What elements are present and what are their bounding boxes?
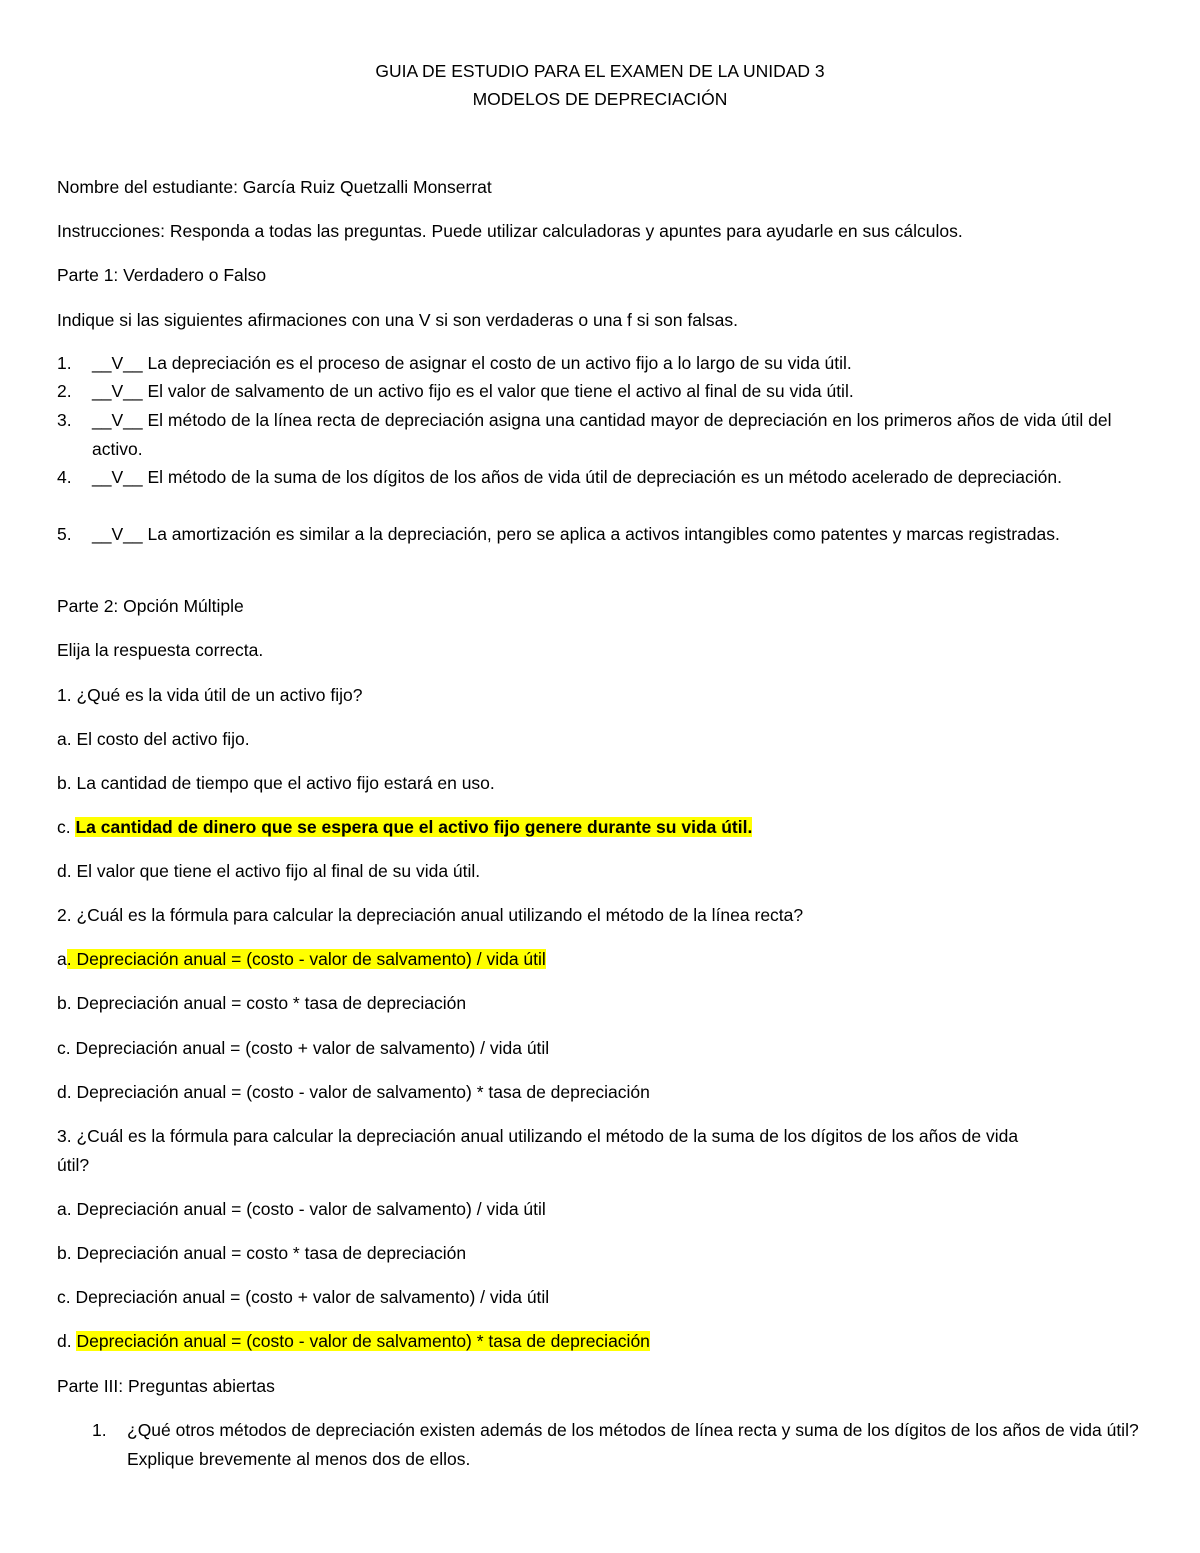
tf-item-text: __V__ El método de la suma de los dígitos de los años de vida útil de depreciación es un método acelerado de depreciación. — [92, 467, 1062, 487]
part2-prompt: Elija la respuesta correcta. — [57, 640, 264, 660]
tf-item-number: 5. — [57, 524, 72, 544]
q2-question: 2. ¿Cuál es la fórmula para calcular la depreciación anual utilizando el método de la línea recta? — [57, 905, 804, 925]
q3-question-line1: 3. ¿Cuál es la fórmula para calcular la depreciación anual utilizando el método de la suma de los dígitos de los años de vida — [57, 1126, 1019, 1146]
q3-question-line2: útil? — [57, 1155, 90, 1175]
open-question-text: ¿Qué otros métodos de depreciación existen además de los métodos de línea recta y suma de los dígitos de los años de vida útil? Explique brevemente al menos dos de ellos. — [127, 1420, 1139, 1469]
part3-title: Parte III: Preguntas abiertas — [57, 1376, 275, 1396]
tf-item-number: 3. — [57, 410, 72, 430]
tf-item-number: 2. — [57, 381, 72, 401]
open-question-number: 1. — [92, 1420, 107, 1440]
doc-subtitle: MODELOS DE DEPRECIACIÓN — [472, 89, 728, 109]
q1-option-c — [57, 813, 1157, 842]
option-prefix: c. — [57, 817, 76, 837]
q2-option-a — [57, 945, 1157, 974]
q1-option-b: b. La cantidad de tiempo que el activo fijo estará en uso. — [57, 773, 495, 793]
q1-option-a: a. El costo del activo fijo. — [57, 729, 250, 749]
part1-prompt: Indique si las siguientes afirmaciones con una V si son verdaderas o una f si son falsas. — [57, 310, 738, 330]
option-prefix: a — [57, 949, 67, 969]
highlighted-answer: La cantidad de dinero que se espera que el activo fijo genere durante su vida útil. — [75, 817, 753, 837]
student-name: Nombre del estudiante: García Ruiz Quetzalli Monserrat — [57, 177, 492, 197]
tf-item-text: __V__ El método de la línea recta de depreciación asigna una cantidad mayor de depreciación en los primeros años de vida útil del activo. — [92, 410, 1112, 459]
part2-title: Parte 2: Opción Múltiple — [57, 596, 244, 616]
doc-title: GUIA DE ESTUDIO PARA EL EXAMEN DE LA UNIDAD 3 — [375, 61, 825, 81]
q1-question: 1. ¿Qué es la vida útil de un activo fijo? — [57, 685, 363, 705]
part1-title: Parte 1: Verdadero o Falso — [57, 265, 267, 285]
q2-option-c: c. Depreciación anual = (costo + valor de salvamento) / vida útil — [57, 1038, 550, 1058]
q3-option-b: b. Depreciación anual = costo * tasa de depreciación — [57, 1243, 467, 1263]
q2-option-d: d. Depreciación anual = (costo - valor de salvamento) * tasa de depreciación — [57, 1082, 650, 1102]
tf-item-text: __V__ La depreciación es el proceso de asignar el costo de un activo fijo a lo largo de su vida útil. — [92, 353, 852, 373]
q3-option-d — [57, 1327, 1157, 1356]
instructions: Instrucciones: Responda a todas las preguntas. Puede utilizar calculadoras y apuntes para ayudarle en sus cálculos. — [57, 221, 963, 241]
tf-item-text: __V__ El valor de salvamento de un activo fijo es el valor que tiene el activo al final de su vida útil. — [92, 381, 854, 401]
highlighted-answer: . Depreciación anual = (costo - valor de salvamento) / vida útil — [66, 949, 546, 969]
q1-option-d: d. El valor que tiene el activo fijo al final de su vida útil. — [57, 861, 481, 881]
q3-option-a: a. Depreciación anual = (costo - valor de salvamento) / vida útil — [57, 1199, 546, 1219]
tf-item-number: 1. — [57, 353, 72, 373]
tf-item-text: __V__ La amortización es similar a la depreciación, pero se aplica a activos intangibles como patentes y marcas registradas. — [92, 524, 1060, 544]
highlighted-answer: Depreciación anual = (costo - valor de salvamento) * tasa de depreciación — [76, 1331, 650, 1351]
option-prefix: d. — [57, 1331, 77, 1351]
tf-item-number: 4. — [57, 467, 72, 487]
q3-option-c: c. Depreciación anual = (costo + valor de salvamento) / vida útil — [57, 1287, 550, 1307]
q2-option-b: b. Depreciación anual = costo * tasa de depreciación — [57, 993, 467, 1013]
